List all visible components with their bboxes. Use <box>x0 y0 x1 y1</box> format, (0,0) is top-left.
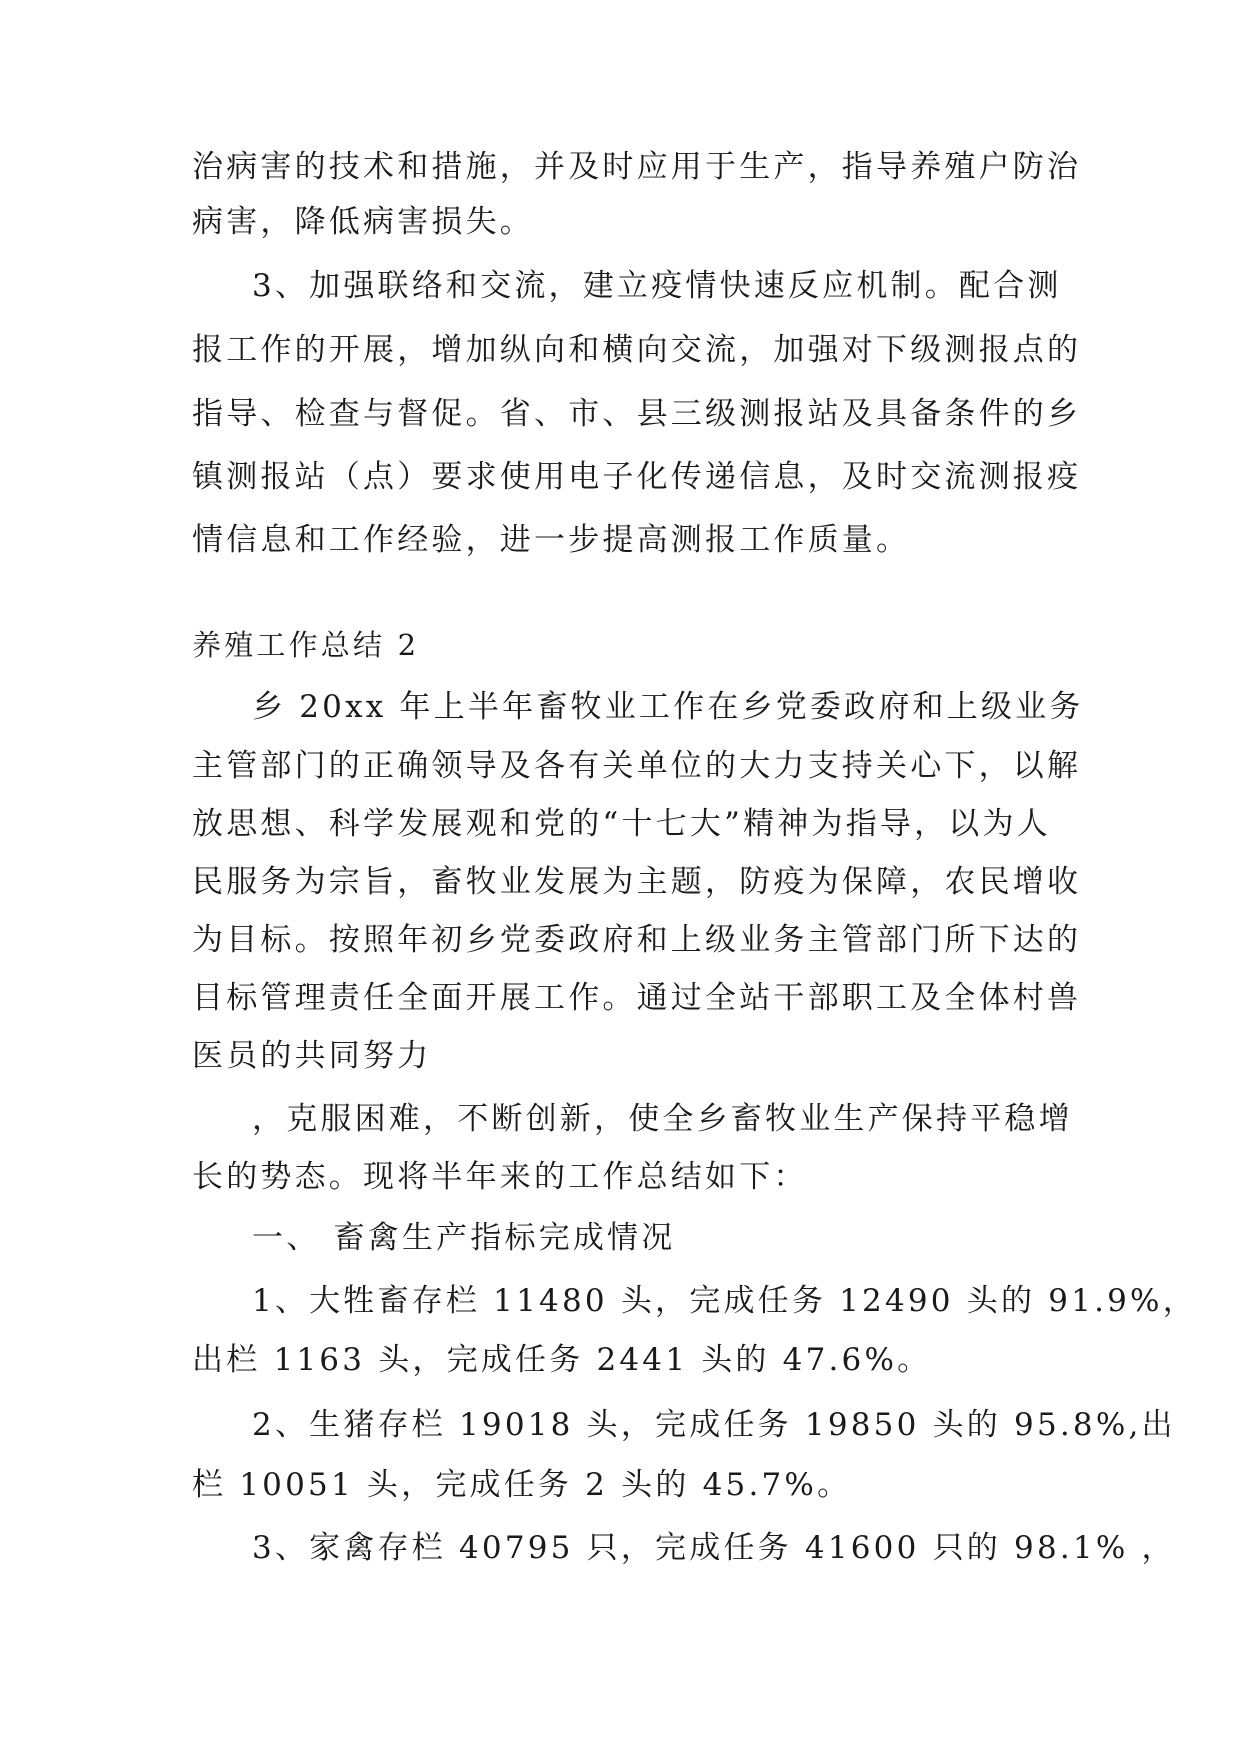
text-line: 镇测报站（点）要求使用电子化传递信息，及时交流测报疫 <box>192 459 1082 495</box>
text-line: 民服务为宗旨，畜牧业发展为主题，防疫为保障，农民增收 <box>192 864 1082 900</box>
text-line: 主管部门的正确领导及各有关单位的大力支持关心下，以解 <box>192 748 1082 784</box>
text-line: 3、加强联络和交流，建立疫情快速反应机制。配合测 <box>252 268 1062 304</box>
text-line: 出栏 1163 头，完成任务 2441 头的 47.6%。 <box>192 1342 932 1378</box>
text-line: 治病害的技术和措施，并及时应用于生产，指导养殖户防治 <box>192 149 1082 185</box>
text-line: 病害，降低病害损失。 <box>192 204 534 240</box>
text-line: 放思想、科学发展观和党的“十七大”精神为指导，以为人 <box>192 806 1051 842</box>
text-line: 乡 20xx 年上半年畜牧业工作在乡党委政府和上级业务 <box>252 689 1084 725</box>
text-line: 医员的共同努力 <box>192 1038 432 1074</box>
text-line: 栏 10051 头，完成任务 2 头的 45.7%。 <box>192 1467 852 1503</box>
list-heading: 一、 畜禽生产指标完成情况 <box>252 1220 676 1256</box>
text-line: 报工作的开展，增加纵向和横向交流，加强对下级测报点的 <box>192 332 1082 368</box>
text-line: 长的势态。现将半年来的工作总结如下： <box>192 1159 808 1195</box>
text-line: 为目标。按照年初乡党委政府和上级业务主管部门所下达的 <box>192 922 1082 958</box>
section-heading: 养殖工作总结 2 <box>192 628 420 662</box>
text-line: 指导、检查与督促。省、市、县三级测报站及具备条件的乡 <box>192 396 1082 432</box>
text-line: 情信息和工作经验，进一步提高测报工作质量。 <box>192 522 911 558</box>
text-line: 1、大牲畜存栏 11480 头，完成任务 12490 头的 91.9%， <box>252 1283 1197 1319</box>
text-line: 3、家禽存栏 40795 只，完成任务 41600 只的 98.1% ， <box>252 1530 1176 1566</box>
text-line: ，克服困难，不断创新，使全乡畜牧业生产保持平稳增 <box>252 1101 1073 1137</box>
text-line: 2、生猪存栏 19018 头，完成任务 19850 头的 95.8%,出 <box>252 1407 1176 1443</box>
text-line: 目标管理责任全面开展工作。通过全站干部职工及全体村兽 <box>192 980 1082 1016</box>
